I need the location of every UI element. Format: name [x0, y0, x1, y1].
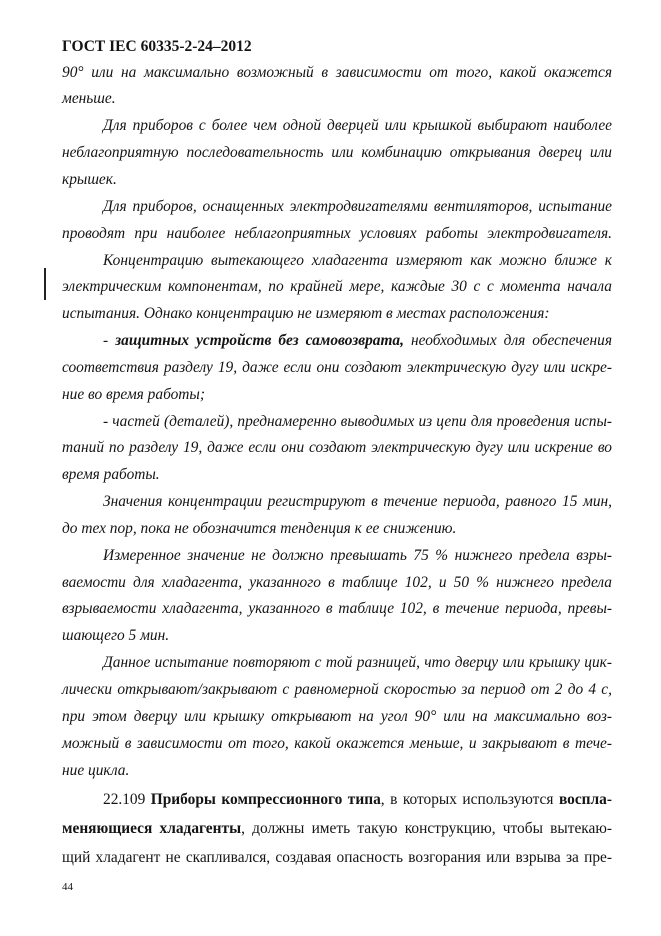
- clause-22-109: [62, 785, 612, 872]
- paragraph: [62, 543, 612, 650]
- text-line: соответствия разделу 19, даже если они создают электрическую дугу или искре-: [62, 358, 612, 376]
- text-line: щий хладагент не скапливался, создавая опасность возгорания или взрыва за пре-: [62, 848, 612, 866]
- text-line: ние цикла.: [62, 761, 130, 779]
- text-line: Для приборов, оснащенных электродвигателями вентиляторов, испытание: [103, 197, 612, 215]
- text-line: 90° или на максимально возможный в зависимости от того, какой окажется: [62, 63, 612, 81]
- paragraph: [62, 650, 612, 784]
- text-line: лически открывают/закрывают с равномерной скоростью за период от 2 до 4 с,: [62, 681, 612, 698]
- text-line: ние во время работы;: [62, 385, 205, 403]
- defined-term: защитных устройств без самовозврата,: [115, 332, 404, 350]
- text-line: Данное испытание повторяют с той разницей, что дверцу или крышку цик-: [103, 654, 612, 672]
- document-code-header: ГОСТ IEC 60335-2-24–2012: [62, 38, 252, 55]
- text-line: неблагоприятную последовательность или комбинацию открывания дверец или: [62, 144, 612, 162]
- defined-term: меняющиеся хладагенты: [62, 819, 242, 837]
- text-segment: , должны иметь такую конструкцию, чтобы вытекаю-: [241, 819, 612, 837]
- list-item: [62, 409, 612, 490]
- defined-term: Приборы компрессионного типа: [150, 790, 381, 808]
- text-line: [62, 814, 612, 843]
- body-text: [62, 60, 612, 785]
- text-line: взрываемости хладагента, указанного в таблице 102, в течение периода, превы-: [62, 600, 612, 618]
- text-line: время работы.: [62, 466, 160, 484]
- text-line: Для приборов с более чем одной дверцей или крышкой выбирают наиболее: [103, 117, 612, 135]
- paragraph: [62, 60, 612, 114]
- paragraph: [62, 489, 612, 543]
- paragraph: [62, 248, 612, 329]
- text-line: [62, 328, 612, 355]
- text-line: испытания. Однако концентрацию не измеряют в местах расположения:: [62, 305, 550, 323]
- text-segment: необходимых для обеспечения: [403, 332, 612, 350]
- paragraph: [62, 194, 612, 248]
- text-line: Измеренное значение не должно превышать 75 % нижнего предела взры-: [103, 546, 612, 564]
- text-line: электрическим компонентам, по крайней мере, каждые 30 с с момента начала: [62, 278, 612, 296]
- text-line: ваемости для хладагента, указанного в таблице 102, и 50 % нижнего предела: [62, 573, 612, 591]
- text-segment: , в которых используются: [380, 790, 559, 808]
- text-line: Концентрацию вытекающего хладагента измеряют как можно ближе к: [103, 251, 612, 269]
- text-line: проводят при наиболее неблагоприятных условиях работы электродвигателя.: [62, 224, 612, 242]
- text-line: крышек.: [62, 170, 117, 188]
- text-line: до тех пор, пока не обозначится тенденция к ее снижению.: [62, 519, 457, 537]
- list-item: [62, 328, 612, 409]
- text-line: [62, 785, 612, 814]
- clause-number: 22.109: [103, 790, 151, 808]
- text-line: шающего 5 мин.: [62, 627, 170, 645]
- text-line: меньше.: [62, 90, 116, 108]
- text-line: можный в зависимости от того, какой окажется меньше, и закрывают в тече-: [62, 734, 612, 752]
- list-marker: -: [103, 332, 116, 350]
- revision-mark: [44, 268, 46, 300]
- page-number: 44: [62, 881, 73, 893]
- defined-term: воспла-: [558, 790, 612, 808]
- text-line: Значения концентрации регистрируют в течение периода, равного 15 мин,: [103, 493, 612, 511]
- text-line: таний по разделу 19, даже если они создают электрическую дугу или искрение во: [62, 439, 612, 457]
- text-line: при этом дверцу или крышку открывают на угол 90° или на максимально воз-: [62, 707, 612, 725]
- text-line: - частей (деталей), преднамеренно выводимых из цепи для проведения испы-: [103, 412, 612, 430]
- paragraph: [62, 113, 612, 194]
